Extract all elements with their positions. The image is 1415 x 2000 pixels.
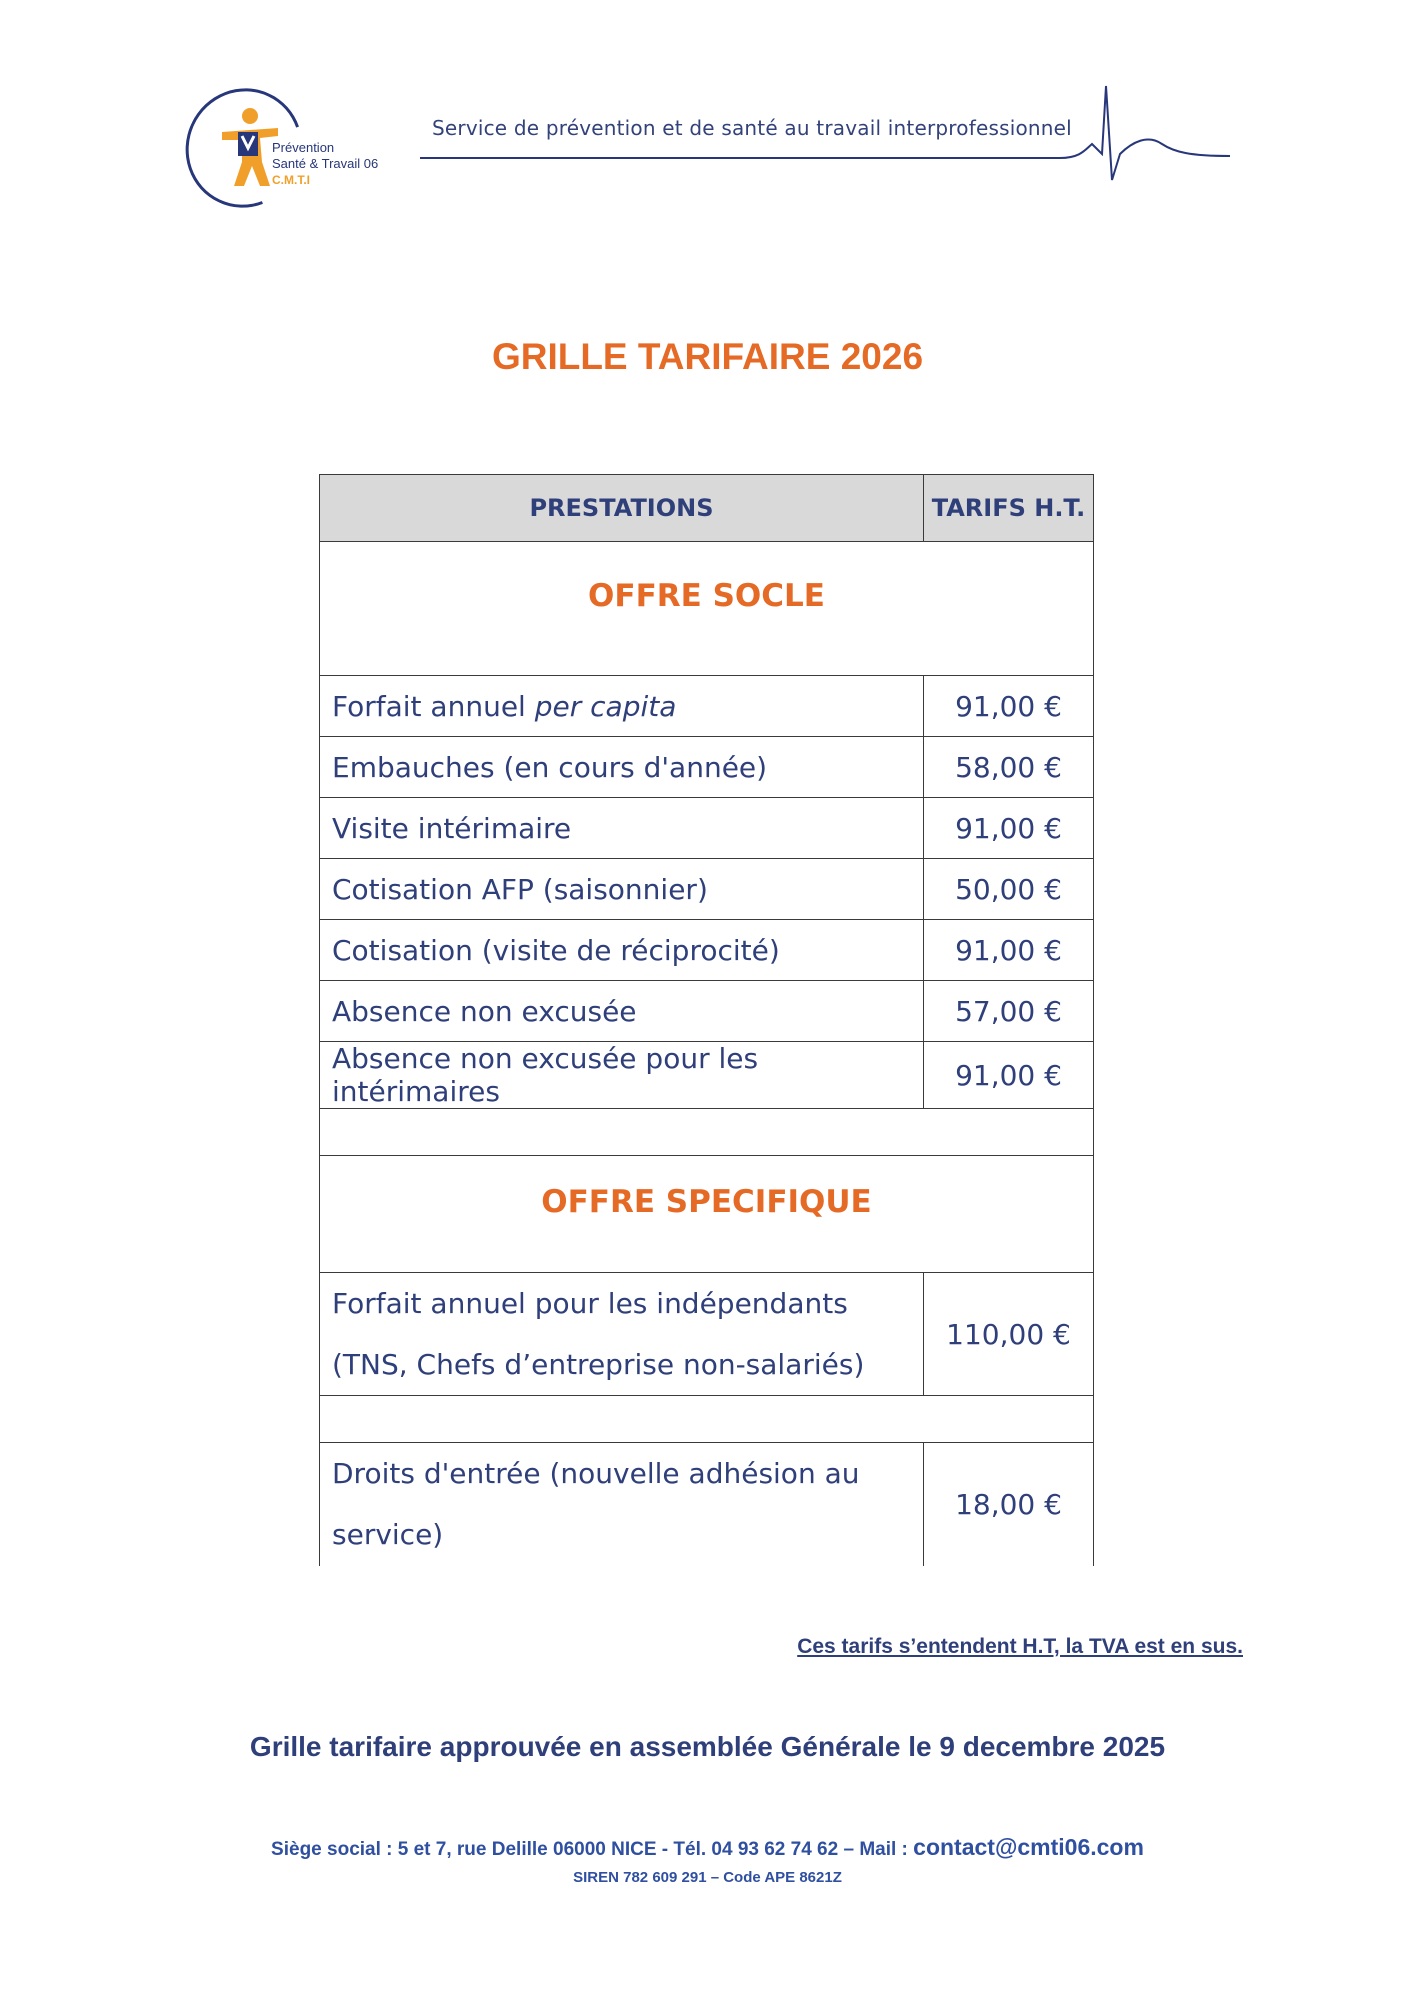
- footer-siren: SIREN 782 609 291 – Code APE 8621Z: [573, 1869, 842, 1886]
- footer-address: [0, 1834, 1415, 1861]
- approval-statement: Grille tarifaire approuvée en assemblée Générale le 9 decembre 2025: [249, 1731, 1166, 1762]
- table-row: [320, 1042, 1094, 1109]
- column-header-tarifs: TARIFS H.T.: [924, 475, 1094, 542]
- page-title: GRILLE TARIFAIRE 2026: [491, 336, 924, 377]
- section-title-specifique: OFFRE SPECIFIQUE: [541, 1184, 872, 1220]
- row-label: [320, 1443, 924, 1566]
- logo: [186, 88, 379, 212]
- table-header-row: [320, 475, 1094, 542]
- row-label-line-1: Forfait annuel pour les indépendants: [332, 1287, 848, 1320]
- row-price: 110,00 €: [924, 1273, 1094, 1396]
- section-row-socle: [320, 542, 1094, 676]
- row-label: Embauches (en cours d'année): [320, 737, 924, 798]
- row-label-line-2: service): [332, 1518, 444, 1551]
- row-label-line-1: Droits d'entrée (nouvelle adhésion au: [332, 1457, 860, 1490]
- row-label: Absence non excusée pour les intérimaires: [320, 1042, 924, 1109]
- table-row: [320, 1443, 1094, 1566]
- row-label: Absence non excusée: [320, 981, 924, 1042]
- row-label: [320, 1273, 924, 1396]
- section-title-socle: OFFRE SOCLE: [588, 578, 825, 614]
- column-header-prestations: PRESTATIONS: [320, 475, 924, 542]
- address-text: Siège social : 5 et 7, rue Delille 06000 NICE - Tél. 04 93 62 74 62 – Mail :: [271, 1839, 914, 1860]
- table-row: [320, 737, 1094, 798]
- section-row-specifique: [320, 1156, 1094, 1273]
- logo-line-3: C.M.T.I: [272, 173, 310, 187]
- row-label: Cotisation (visite de réciprocité): [320, 920, 924, 981]
- table-row: [320, 859, 1094, 920]
- row-price: 58,00 €: [924, 737, 1094, 798]
- row-price: 91,00 €: [924, 798, 1094, 859]
- row-price: 50,00 €: [924, 859, 1094, 920]
- row-price: 91,00 €: [924, 920, 1094, 981]
- row-label: Forfait annuel per capita: [320, 676, 924, 737]
- row-price: 18,00 €: [924, 1443, 1094, 1566]
- price-table: [319, 474, 1094, 1566]
- logo-text: [272, 140, 378, 188]
- spacer-row: [320, 1109, 1094, 1156]
- logo-line-2: Santé & Travail 06: [272, 156, 379, 171]
- row-price: 91,00 €: [924, 1042, 1094, 1109]
- ecg-line-icon: [420, 82, 1230, 182]
- table-row: [320, 981, 1094, 1042]
- spacer-row: [320, 1396, 1094, 1443]
- logo-line-1: Prévention: [272, 140, 335, 155]
- mail-link[interactable]: contact@cmti06.com: [913, 1834, 1144, 1860]
- table-row: [320, 1273, 1094, 1396]
- table-row: [320, 920, 1094, 981]
- table-row: [320, 798, 1094, 859]
- row-price: 57,00 €: [924, 981, 1094, 1042]
- table-row: [320, 676, 1094, 737]
- row-label: Cotisation AFP (saisonnier): [320, 859, 924, 920]
- tax-note: Ces tarifs s’entendent H.T, la TVA est en sus.: [797, 1635, 1243, 1658]
- row-label-line-2: (TNS, Chefs d’entreprise non-salariés): [332, 1348, 865, 1381]
- row-price: 91,00 €: [924, 676, 1094, 737]
- row-label: Visite intérimaire: [320, 798, 924, 859]
- header-tagline: Service de prévention et de santé au travail interprofessionnel: [432, 116, 1072, 140]
